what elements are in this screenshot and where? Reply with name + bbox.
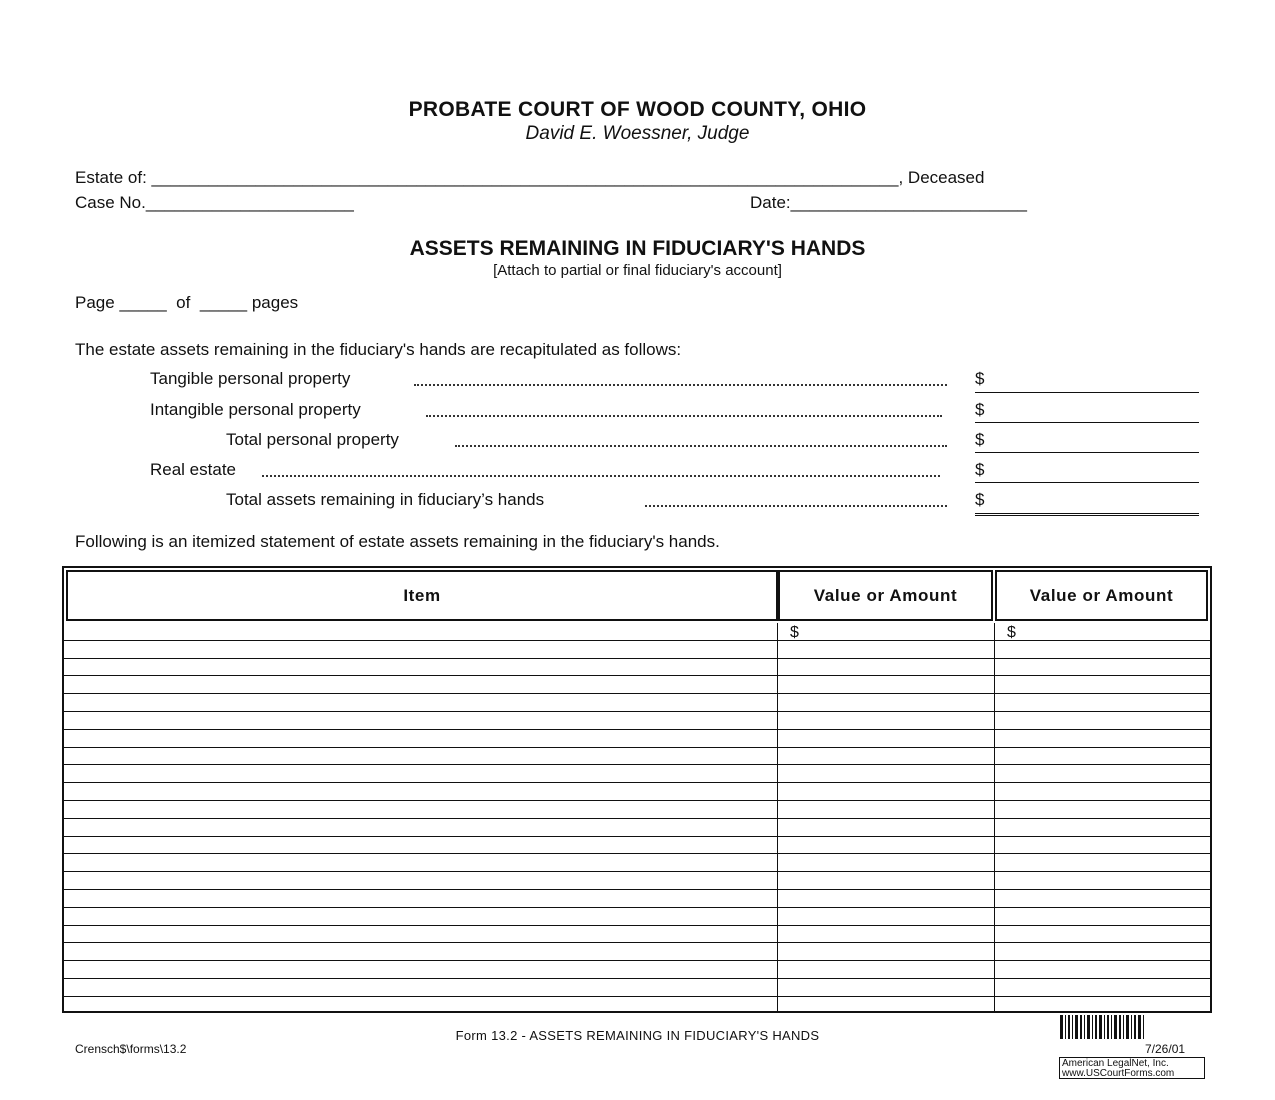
table-row[interactable] bbox=[64, 908, 1210, 926]
publisher-stamp bbox=[1059, 1057, 1205, 1079]
dot-leader bbox=[645, 505, 947, 507]
table-row[interactable] bbox=[64, 837, 1210, 855]
currency-symbol: $ bbox=[975, 490, 985, 509]
date-label: Date: bbox=[750, 193, 791, 212]
table-row[interactable] bbox=[64, 641, 1210, 659]
form-subtitle: [Attach to partial or final fiduciary's account] bbox=[493, 262, 782, 279]
page-number-blank[interactable]: _____ bbox=[119, 293, 167, 312]
itemized-intro: Following is an itemized statement of estate assets remaining in the fiduciary's hands. bbox=[75, 532, 720, 551]
recap-intro: The estate assets remaining in the fiduciary's hands are recapitulated as follows: bbox=[75, 340, 682, 359]
dot-leader bbox=[426, 415, 942, 417]
judge-name: David E. Woessner, Judge bbox=[525, 123, 750, 144]
tangible-amount-field[interactable] bbox=[975, 370, 1199, 393]
estate-line bbox=[75, 168, 984, 188]
page-total-blank[interactable]: _____ bbox=[199, 293, 248, 312]
itemized-assets-table bbox=[62, 566, 1212, 1013]
table-row[interactable] bbox=[64, 854, 1210, 872]
of-label: of bbox=[176, 293, 191, 312]
recap-label: Total assets remaining in fiduciary’s hands bbox=[226, 490, 545, 509]
publisher-url: www.USCourtForms.com bbox=[1062, 1068, 1175, 1079]
currency-symbol: $ bbox=[790, 624, 799, 641]
table-row[interactable] bbox=[64, 676, 1210, 694]
column-header-item: Item bbox=[66, 570, 778, 621]
form-title: ASSETS REMAINING IN FIDUCIARY'S HANDS bbox=[409, 237, 866, 260]
page-label: Page bbox=[75, 293, 115, 312]
table-row[interactable] bbox=[64, 872, 1210, 890]
real-estate-amount-field[interactable] bbox=[975, 460, 1199, 483]
currency-symbol: $ bbox=[975, 430, 985, 449]
table-row[interactable] bbox=[64, 659, 1210, 677]
intangible-amount-field[interactable] bbox=[975, 400, 1199, 423]
recap-label: Intangible personal property bbox=[150, 400, 361, 419]
footer-form-name: Form 13.2 - ASSETS REMAINING IN FIDUCIARY'S HANDS bbox=[455, 1028, 820, 1043]
table-row[interactable] bbox=[64, 694, 1210, 712]
dot-leader bbox=[262, 475, 940, 477]
court-name: PROBATE COURT OF WOOD COUNTY, OHIO bbox=[408, 98, 867, 121]
publisher-name: American LegalNet, Inc. bbox=[1062, 1058, 1169, 1069]
column-header-value-1: Value or Amount bbox=[778, 570, 993, 621]
currency-symbol: $ bbox=[975, 369, 985, 388]
currency-symbol: $ bbox=[975, 400, 985, 419]
footer-revision-date: 7/26/01 bbox=[1145, 1042, 1186, 1056]
estate-label: Estate of: bbox=[75, 168, 152, 187]
page-count-line bbox=[75, 293, 298, 313]
table-row[interactable] bbox=[64, 819, 1210, 837]
table-row[interactable] bbox=[64, 961, 1210, 979]
recap-label: Real estate bbox=[150, 460, 236, 479]
table-row[interactable] bbox=[64, 997, 1210, 1015]
estate-name-blank[interactable]: _______________________________________________________________________________ bbox=[151, 168, 899, 187]
table-row[interactable] bbox=[64, 979, 1210, 997]
recap-label: Tangible personal property bbox=[150, 369, 351, 388]
table-row[interactable] bbox=[64, 783, 1210, 801]
barcode-icon bbox=[1060, 1015, 1146, 1039]
recap-label: Total personal property bbox=[226, 430, 399, 449]
currency-symbol: $ bbox=[1007, 624, 1016, 641]
case-number-line bbox=[75, 193, 354, 213]
table-row[interactable] bbox=[64, 765, 1210, 783]
footer-file-path: Crensch$\forms\13.2 bbox=[75, 1042, 187, 1056]
case-number-blank[interactable]: ______________________ bbox=[145, 193, 354, 212]
dot-leader bbox=[455, 445, 947, 447]
total-personal-amount-field[interactable] bbox=[975, 430, 1199, 453]
date-blank[interactable]: _________________________ bbox=[790, 193, 1028, 212]
table-row[interactable] bbox=[64, 943, 1210, 961]
table-row[interactable] bbox=[64, 730, 1210, 748]
table-row[interactable] bbox=[64, 748, 1210, 766]
currency-symbol: $ bbox=[975, 460, 985, 479]
deceased-label: , Deceased bbox=[898, 168, 985, 187]
table-row[interactable] bbox=[64, 801, 1210, 819]
total-assets-amount-field[interactable] bbox=[975, 490, 1199, 516]
table-row[interactable] bbox=[64, 712, 1210, 730]
table-row[interactable] bbox=[64, 890, 1210, 908]
table-row[interactable] bbox=[64, 623, 1210, 641]
case-number-label: Case No. bbox=[75, 193, 146, 212]
date-line bbox=[750, 193, 1027, 213]
pages-label: pages bbox=[251, 293, 299, 312]
dot-leader bbox=[414, 384, 947, 386]
table-row[interactable] bbox=[64, 926, 1210, 944]
column-header-value-2: Value or Amount bbox=[995, 570, 1208, 621]
